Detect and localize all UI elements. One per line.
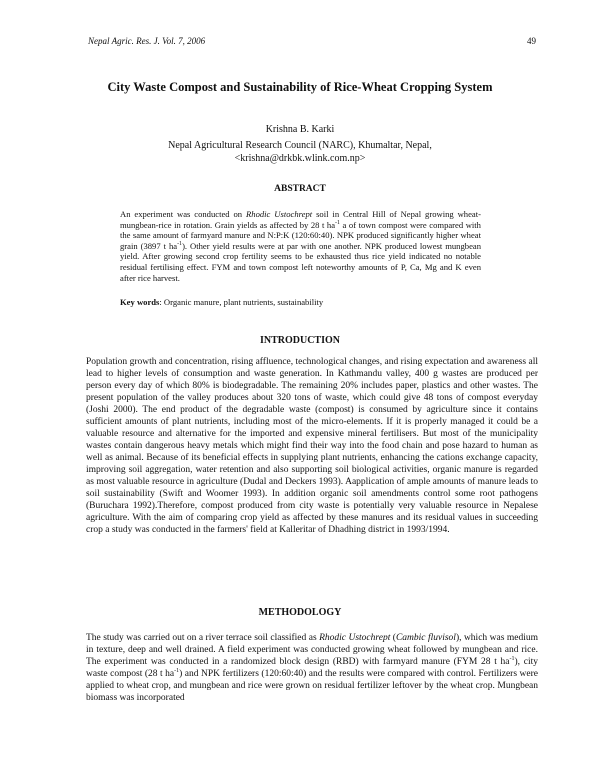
journal-citation: Nepal Agric. Res. J. Vol. 7, 2006 [88,36,206,46]
abstract-heading: ABSTRACT [274,184,326,194]
introduction-paragraph: Population growth and concentration, rising affluence, technological changes, and rising expectation and awareness all lead to higher levels of consumption and waste generation. In Kathmandu valley, 400 g wastes are produced per person every day of which 80% is biodegradable. The remaining 20% includes paper, plastics and other wastes. The present population of the valley produces about 320 tons of waste, which could give 48 tons of compost everyday (Joshi 2000). The end product of the degradable waste (compost) is consumed by agriculture since it contains sufficient amounts of plant nutrients, including most of the micro-elements. If it is properly managed it could be a valuable resource and alternative for the imported and expensive mineral fertilisers. But most of the municipality wastes contain dangerous heavy metals which might find their way into the food chain and pose hazard to human as well as animal. Because of its beneficial effects in supplying plant nutrients, enhancing the cations exchange capacity, improving soil aggregation, water retention and also supporting soil biological activities, organic manure is regarded as most valuable resource in agriculture (Dudal and Deckers 1993). Aapplication of ample amounts of manure leads to soil sustainability (Swift and Woomer 1993). In addition organic soil amendments control some root pathogens (Buruchara 1992).Therefore, compost produced from city waste is potentially very valuable resource in Nepalese agriculture. With the aim of comparing crop yield as affected by these manures and its residual values in succeeding crop a study was conducted in the farmers' field at Kalleritar of Dhadhing district in 1993/1994. [86,357,538,535]
running-header [88,36,536,46]
paper-title: City Waste Compost and Sustainability of Rice-Wheat Cropping System [107,80,493,94]
abstract-body: An experiment was conducted on Rhodic Ustochrept soil in Central Hill of Nepal growing wheat-mungbean-rice in rotation. Grain yields as affected by 28 t $ha^{-1}$ a of town compost were compared with the same amount of farmyard manure and N:P:K (120:60:40). NPK produced significantly higher wheat grain (3897 t $ha^{-1}$). Other yield results were at par with one another. NPK produced lowest mungbean yield. After growing second crop fertility seems to be exhausted thus rice yield indicated no notable residual fertilising effect. FYM and town compost left noteworthy amounts of P, Ca, Mg and K even after rice harvest. [120,209,482,283]
introduction-heading: INTRODUCTION [259,335,340,346]
page-number: 49 [527,36,536,46]
author-email: <krishna@drkbk.wlink.com.np> [234,153,366,164]
keywords [120,297,481,307]
author-name: Krishna B. Karki [265,124,335,135]
affiliation-line: Nepal Agricultural Research Council (NARC), Khumaltar, Nepal, [168,140,432,151]
methodology-paragraph: The study was carried out on a river terrace soil classified as Rhodic Ustochrept (Cambic fluvisol), which was medium in texture, deep and well drained. A field experiment was conducted growing wheat followed by mungbean and rice. The experiment was conducted in a randomized block design (RBD) with farmyard manure (FYM 28 t $ha^{-1}$), city waste compost (28 t $ha^{-1}$) and NPK fertilizers (120:60:40) and the results were compared with control. Fertilizers were applied to wheat crop, and mungbean and rice were grown on residual fertilizer leftover by the wheat crop. Mungbean biomass was incorporated [86,633,539,703]
methodology-heading: METHODOLOGY [258,607,342,618]
author-affiliation [0,139,600,165]
keywords-label: Key words [120,297,160,307]
keywords-list: : Organic manure, plant nutrients, sustainability [159,297,324,307]
